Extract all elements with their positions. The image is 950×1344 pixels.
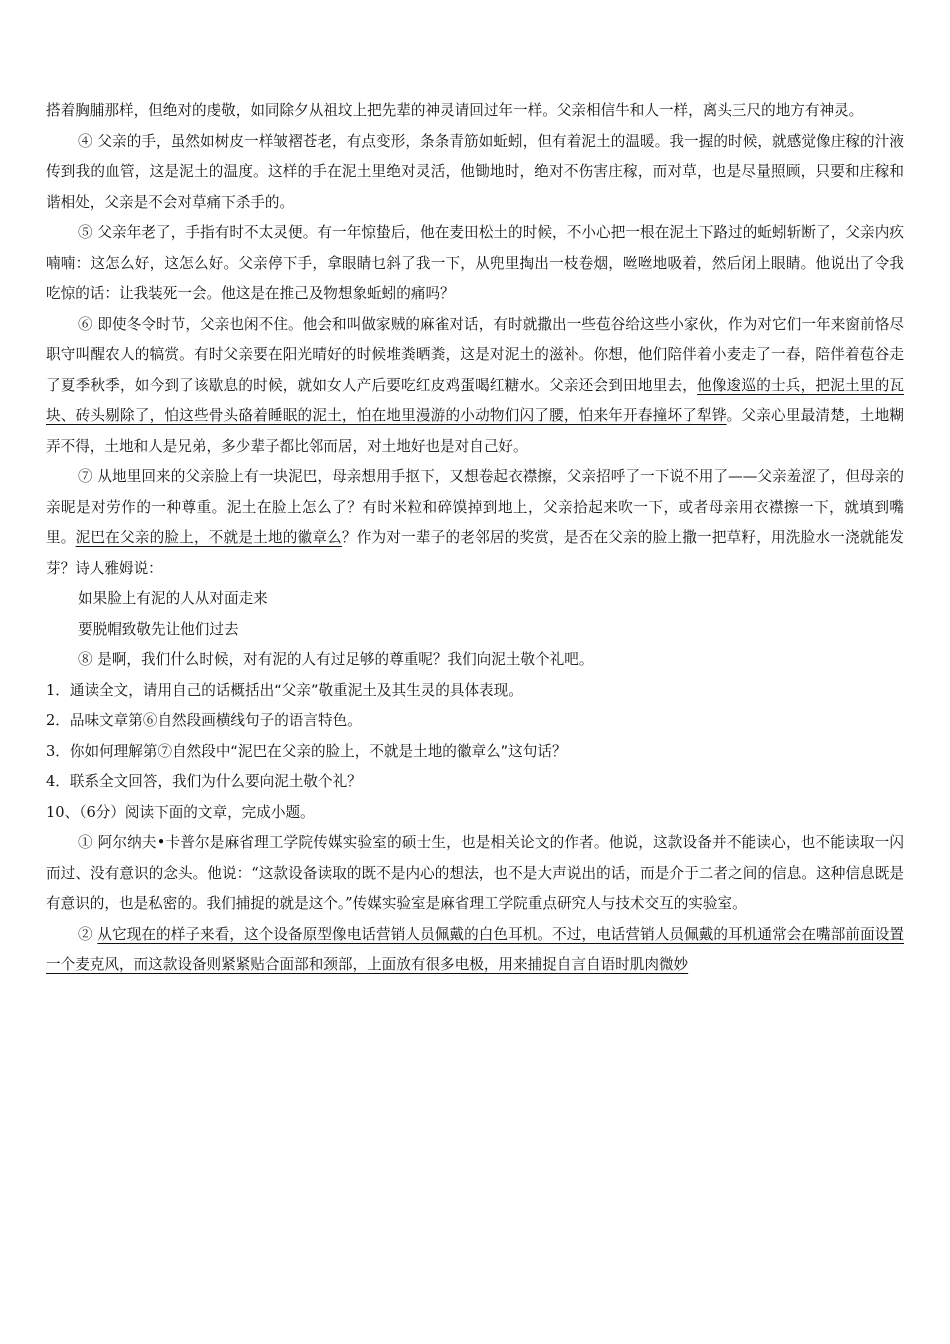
question-1-text-c: 敬重泥土及其生灵的具体表现。 (318, 681, 523, 699)
paragraph-8: ⑧ 是啊，我们什么时候，对有泥的人有过足够的尊重呢？我们向泥土敬个礼吧。 (78, 651, 594, 668)
question-3 (46, 737, 904, 768)
paragraph-6 (46, 310, 904, 463)
question-3-text-a: 3．你如何理解第⑦自然段中 (46, 742, 231, 760)
paragraph-5: ⑤ 父亲年老了，手指有时不太灵便。有一年惊蛰后，他在麦田松土的时候，不小心把一根在泥土下路过的蚯蚓斩断了，父亲内疚喃喃：这怎么好，这怎么好。父亲停下手，拿眼睛乜斜了我一下，从兜里掏出一枝卷烟，咝咝地吸着，然后闭上眼睛。他说出了令我吃惊的话：让我装死一会。他这是在推己及物想象蚯蚓的痛吗？ (46, 224, 904, 302)
section-10-heading: 10、（6分）阅读下面的文章，完成小题。 (46, 803, 315, 821)
paragraph-6-underlined-sentence: 他像逡巡的士兵，把泥土里的瓦块、砖头剔除了，怕这些骨头硌着睡眠的泥土，怕在地里漫游的小动物们闪了腰，怕来年开春撞坏了犁铧 (46, 376, 904, 424)
question-3-text-c: 这句话？ (508, 742, 567, 760)
paragraph-continued: 搭着胸脯那样，但绝对的虔敬，如同除夕从祖坟上把先辈的神灵请回过年一样。父亲相信牛和人一样，离头三尺的地方有神灵。 (46, 102, 864, 119)
question-1 (46, 676, 904, 707)
question-3-quote: “泥巴在父亲的脸上，不就是土地的徽章么” (230, 742, 509, 760)
section-10-paragraph-2-underlined: 从它现在的样子来看，这个设备原型像电话营销人员佩戴的白色耳机。不过，电话营销人员佩戴的耳机通常会在嘴部前面设置一个麦克风，而这款设备则紧紧贴合面部和颈部，上面放有很多电极，用来捕捉自言自语时肌肉微妙 (46, 925, 904, 973)
paragraph-7-underlined-sentence: 泥巴在父亲的脸上，不就是土地的徽章么 (75, 529, 342, 546)
paragraph-6-text-b: 。父亲心里最清楚，土地糊弄不得，土地和人是兄弟，多少辈子都比邻而居，对土地好也是对自己好。 (46, 407, 904, 455)
section-10-paragraph-2-lead: ② (78, 925, 98, 943)
question-1-quote: “父亲” (274, 681, 319, 699)
poem-line-1: 如果脸上有泥的人从对面走来 (78, 590, 268, 607)
question-4: 4．联系全文回答，我们为什么要向泥土敬个礼？ (46, 773, 362, 790)
question-1-text-a: 1．通读全文，请用自己的话概括出 (46, 681, 275, 699)
paragraph-6-text-a: ⑥ 即使冬令时节，父亲也闲不住。他会和叫做家贼的麻雀对话，有时就撒出一些苞谷给这些小家伙，作为对它们一年来窗前恪尽职守叫醒农人的犒赏。有时父亲要在阳光晴好的时候堆粪晒粪，这是对泥土的滋补。你想，他们陪伴着小麦走了一春，陪伴着苞谷走了夏季秋季，如今到了该歇息的时候，就如女人产后要吃红皮鸡蛋喝红糖水。父亲还会到田地里去， (46, 315, 904, 394)
question-2: 2．品味文章第⑥自然段画横线句子的语言特色。 (46, 712, 362, 729)
paragraph-7 (46, 462, 904, 584)
paragraph-4: ④ 父亲的手，虽然如树皮一样皱褶苍老，有点变形，条条青筋如蚯蚓，但有着泥土的温暖。我一握的时候，就感觉像庄稼的汁液传到我的血管，这是泥土的温度。这样的手在泥土里绝对灵活，他锄地时，绝对不伤害庄稼，而对草，也是尽量照顾，只要和庄稼和谐相处，父亲是不会对草痛下杀手的。 (46, 132, 904, 211)
section-10-paragraph-2 (46, 920, 904, 981)
paragraph-7-text-b: ？作为对一辈子的老邻居的奖赏，是否在父亲的脸上撒一把草籽，用洗脸水一浇就能发芽？诗人雅姆说： (46, 529, 904, 577)
poem-line-2: 要脱帽致敬先让他们过去 (78, 620, 239, 638)
paragraph-7-text-a: ⑦ 从地里回来的父亲脸上有一块泥巴，母亲想用手抠下，又想卷起衣襟擦，父亲招呼了一下说不用了——父亲羞涩了，但母亲的亲昵是对劳作的一种尊重。泥土在脸上怎么了？有时米粒和碎馍掉到地上，父亲拾起来吹一下，或者母亲用衣襟擦一下，就填到嘴里。 (46, 468, 904, 546)
section-10-paragraph-1: ① 阿尔纳夫•卡普尔是麻省理工学院传媒实验室的硕士生，也是相关论文的作者。他说，这款设备并不能读心，也不能读取一闪而过、没有意识的念头。他说：“这款设备读取的既不是内心的想法，也不是大声说出的话，而是介于二者之间的信息。这种信息既是有意识的，也是私密的。我们捕捉的就是这个。”传媒实验室是麻省理工学院重点研究人与技术交互的实验室。 (46, 834, 904, 912)
